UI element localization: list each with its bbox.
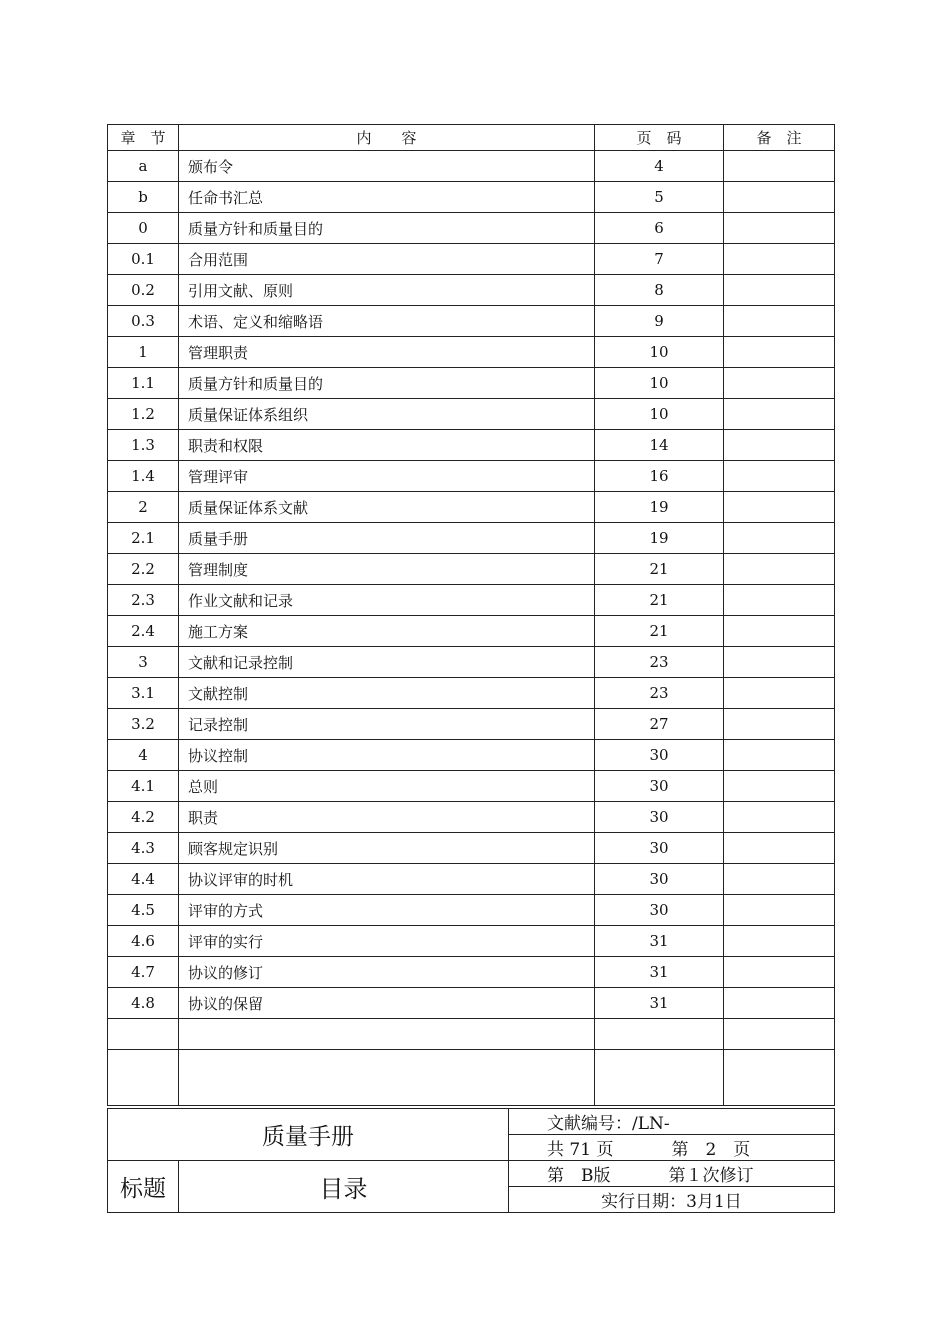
total-pages: 共 71 页 bbox=[547, 1140, 614, 1160]
toc-row bbox=[108, 988, 835, 1019]
toc-title: 管理评审 bbox=[179, 461, 595, 492]
toc-section: 1.1 bbox=[108, 368, 179, 399]
toc-row bbox=[108, 616, 835, 647]
toc-section: 2.4 bbox=[108, 616, 179, 647]
toc-section: 0.1 bbox=[108, 244, 179, 275]
toc-section: 4.4 bbox=[108, 864, 179, 895]
toc-section: 4.3 bbox=[108, 833, 179, 864]
toc-note bbox=[724, 678, 835, 709]
toc-title: 总则 bbox=[179, 771, 595, 802]
toc-section: b bbox=[108, 182, 179, 213]
empty-cell bbox=[108, 1050, 179, 1106]
document-title: 目录 bbox=[179, 1161, 509, 1213]
toc-section: 4.6 bbox=[108, 926, 179, 957]
toc-title: 文献控制 bbox=[179, 678, 595, 709]
toc-row bbox=[108, 585, 835, 616]
toc-section: 4 bbox=[108, 740, 179, 771]
toc-section: 1.3 bbox=[108, 430, 179, 461]
toc-title: 质量保证体系文献 bbox=[179, 492, 595, 523]
toc-note bbox=[724, 275, 835, 306]
toc-row bbox=[108, 957, 835, 988]
toc-note bbox=[724, 895, 835, 926]
toc-note bbox=[724, 523, 835, 554]
empty-cell bbox=[724, 1050, 835, 1106]
toc-row bbox=[108, 337, 835, 368]
toc-row bbox=[108, 926, 835, 957]
toc-page: 10 bbox=[595, 337, 724, 368]
header-section: 章 节 bbox=[108, 125, 179, 151]
toc-row bbox=[108, 833, 835, 864]
empty-cell bbox=[108, 1019, 179, 1050]
toc-note bbox=[724, 182, 835, 213]
toc-title: 记录控制 bbox=[179, 709, 595, 740]
toc-page: 30 bbox=[595, 864, 724, 895]
toc-row bbox=[108, 709, 835, 740]
toc-title: 顾客规定识别 bbox=[179, 833, 595, 864]
toc-note bbox=[724, 616, 835, 647]
toc-note bbox=[724, 461, 835, 492]
toc-title: 职责 bbox=[179, 802, 595, 833]
toc-section: 3.2 bbox=[108, 709, 179, 740]
toc-header-row bbox=[108, 125, 835, 151]
toc-note bbox=[724, 988, 835, 1019]
toc-title: 质量保证体系组织 bbox=[179, 399, 595, 430]
empty-cell bbox=[595, 1019, 724, 1050]
edition-cell bbox=[509, 1161, 835, 1187]
empty-cell bbox=[595, 1050, 724, 1106]
toc-page: 19 bbox=[595, 492, 724, 523]
toc-page: 30 bbox=[595, 833, 724, 864]
toc-note bbox=[724, 244, 835, 275]
toc-row bbox=[108, 244, 835, 275]
toc-page: 16 bbox=[595, 461, 724, 492]
toc-row bbox=[108, 740, 835, 771]
toc-title: 评审的方式 bbox=[179, 895, 595, 926]
toc-page: 31 bbox=[595, 988, 724, 1019]
toc-note bbox=[724, 430, 835, 461]
effective-date: 实行日期：3月1日 bbox=[509, 1187, 835, 1213]
toc-title: 管理职责 bbox=[179, 337, 595, 368]
toc-row bbox=[108, 523, 835, 554]
toc-title: 协议控制 bbox=[179, 740, 595, 771]
toc-section: 0.2 bbox=[108, 275, 179, 306]
toc-row bbox=[108, 275, 835, 306]
toc-page: 23 bbox=[595, 647, 724, 678]
toc-note bbox=[724, 306, 835, 337]
toc-section: 1.2 bbox=[108, 399, 179, 430]
toc-empty-row bbox=[108, 1050, 835, 1106]
toc-note bbox=[724, 337, 835, 368]
toc-section: a bbox=[108, 151, 179, 182]
header-content: 内 容 bbox=[179, 125, 595, 151]
toc-row bbox=[108, 895, 835, 926]
toc-row bbox=[108, 771, 835, 802]
toc-row bbox=[108, 182, 835, 213]
toc-section: 0 bbox=[108, 213, 179, 244]
toc-title: 协议的保留 bbox=[179, 988, 595, 1019]
toc-title: 作业文献和记录 bbox=[179, 585, 595, 616]
toc-title: 管理制度 bbox=[179, 554, 595, 585]
doc-number: 文献编号：/LN- bbox=[509, 1109, 835, 1135]
page-number: 第 2 页 bbox=[671, 1140, 751, 1160]
toc-title: 质量方针和质量目的 bbox=[179, 368, 595, 399]
toc-note bbox=[724, 554, 835, 585]
toc-page: 19 bbox=[595, 523, 724, 554]
toc-section: 0.3 bbox=[108, 306, 179, 337]
toc-page: 23 bbox=[595, 678, 724, 709]
toc-row bbox=[108, 368, 835, 399]
toc-page: 9 bbox=[595, 306, 724, 337]
toc-section: 2 bbox=[108, 492, 179, 523]
toc-section: 4.8 bbox=[108, 988, 179, 1019]
toc-row bbox=[108, 151, 835, 182]
toc-note bbox=[724, 585, 835, 616]
toc-page: 31 bbox=[595, 926, 724, 957]
toc-note bbox=[724, 833, 835, 864]
title-block bbox=[107, 1108, 835, 1213]
manual-name: 质量手册 bbox=[108, 1109, 509, 1161]
toc-note bbox=[724, 802, 835, 833]
empty-cell bbox=[724, 1019, 835, 1050]
toc-row bbox=[108, 306, 835, 337]
toc-page: 30 bbox=[595, 895, 724, 926]
toc-note bbox=[724, 213, 835, 244]
toc-title: 任命书汇总 bbox=[179, 182, 595, 213]
title-label: 标题 bbox=[108, 1161, 179, 1213]
toc-note bbox=[724, 926, 835, 957]
toc-page: 6 bbox=[595, 213, 724, 244]
toc-title: 颁布令 bbox=[179, 151, 595, 182]
toc-page: 8 bbox=[595, 275, 724, 306]
toc-empty-row bbox=[108, 1019, 835, 1050]
toc-note bbox=[724, 399, 835, 430]
toc-row bbox=[108, 647, 835, 678]
toc-page: 30 bbox=[595, 771, 724, 802]
toc-row bbox=[108, 461, 835, 492]
toc-page: 30 bbox=[595, 802, 724, 833]
toc-title: 协议的修订 bbox=[179, 957, 595, 988]
toc-title: 文献和记录控制 bbox=[179, 647, 595, 678]
header-note: 备 注 bbox=[724, 125, 835, 151]
toc-page: 7 bbox=[595, 244, 724, 275]
toc-title: 评审的实行 bbox=[179, 926, 595, 957]
toc-title: 术语、定义和缩略语 bbox=[179, 306, 595, 337]
toc-body bbox=[108, 151, 835, 1106]
toc-page: 5 bbox=[595, 182, 724, 213]
toc-note bbox=[724, 647, 835, 678]
toc-page: 30 bbox=[595, 740, 724, 771]
toc-row bbox=[108, 678, 835, 709]
edition: 第 B版 bbox=[547, 1166, 611, 1186]
toc-section: 2.3 bbox=[108, 585, 179, 616]
toc-row bbox=[108, 802, 835, 833]
toc-section: 3.1 bbox=[108, 678, 179, 709]
toc-section: 4.7 bbox=[108, 957, 179, 988]
toc-note bbox=[724, 151, 835, 182]
toc-section: 4.1 bbox=[108, 771, 179, 802]
toc-title: 施工方案 bbox=[179, 616, 595, 647]
empty-cell bbox=[179, 1019, 595, 1050]
toc-note bbox=[724, 864, 835, 895]
toc-page: 21 bbox=[595, 616, 724, 647]
toc-row bbox=[108, 213, 835, 244]
toc-note bbox=[724, 740, 835, 771]
toc-title: 协议评审的时机 bbox=[179, 864, 595, 895]
toc-title: 合用范围 bbox=[179, 244, 595, 275]
toc-section: 3 bbox=[108, 647, 179, 678]
toc-row bbox=[108, 864, 835, 895]
toc-title: 引用文献、原则 bbox=[179, 275, 595, 306]
toc-row bbox=[108, 492, 835, 523]
toc-section: 1.4 bbox=[108, 461, 179, 492]
page-count-cell bbox=[509, 1135, 835, 1161]
toc-row bbox=[108, 430, 835, 461]
toc-page: 27 bbox=[595, 709, 724, 740]
toc-page: 4 bbox=[595, 151, 724, 182]
toc-title: 质量手册 bbox=[179, 523, 595, 554]
toc-title: 质量方针和质量目的 bbox=[179, 213, 595, 244]
toc-note bbox=[724, 709, 835, 740]
toc-note bbox=[724, 771, 835, 802]
toc-page: 10 bbox=[595, 399, 724, 430]
toc-page: 21 bbox=[595, 585, 724, 616]
header-page: 页 码 bbox=[595, 125, 724, 151]
toc-note bbox=[724, 957, 835, 988]
toc-note bbox=[724, 492, 835, 523]
toc-page: 21 bbox=[595, 554, 724, 585]
toc-note bbox=[724, 368, 835, 399]
toc-page: 31 bbox=[595, 957, 724, 988]
toc-section: 2.2 bbox=[108, 554, 179, 585]
toc-table bbox=[107, 124, 835, 1106]
toc-page: 14 bbox=[595, 430, 724, 461]
toc-title: 职责和权限 bbox=[179, 430, 595, 461]
toc-section: 4.5 bbox=[108, 895, 179, 926]
toc-section: 1 bbox=[108, 337, 179, 368]
toc-section: 4.2 bbox=[108, 802, 179, 833]
toc-row bbox=[108, 399, 835, 430]
toc-row bbox=[108, 554, 835, 585]
revision: 第１次修订 bbox=[668, 1166, 754, 1186]
toc-page: 10 bbox=[595, 368, 724, 399]
toc-section: 2.1 bbox=[108, 523, 179, 554]
empty-cell bbox=[179, 1050, 595, 1106]
